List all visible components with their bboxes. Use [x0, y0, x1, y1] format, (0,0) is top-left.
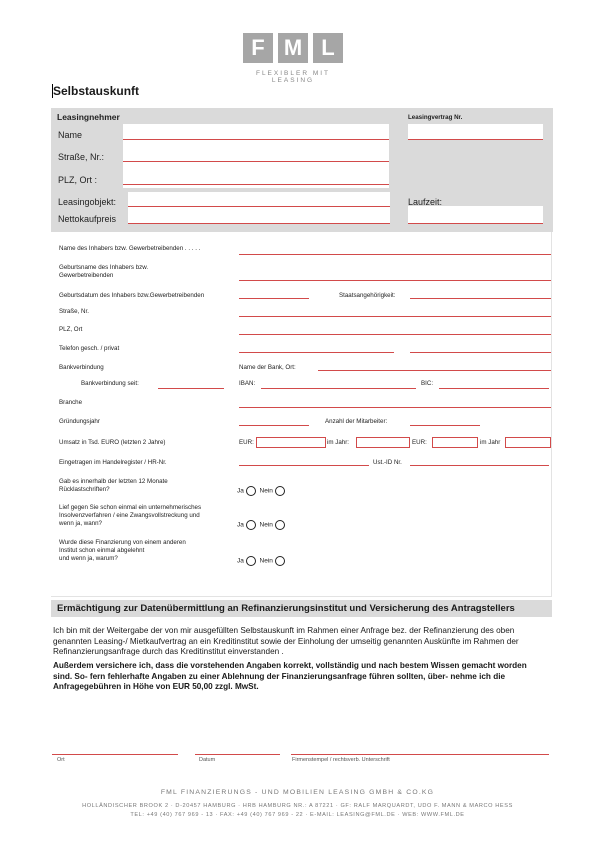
bic-label: BIC:	[421, 380, 434, 387]
staatsangehoerigkeit-field[interactable]	[410, 298, 551, 299]
name-field[interactable]	[123, 139, 389, 140]
strasse-field[interactable]	[123, 161, 389, 162]
ort-signature-line[interactable]	[52, 754, 178, 755]
bank-name-field[interactable]	[318, 370, 551, 371]
datum-signature-line[interactable]	[195, 754, 280, 755]
q2-ja-label: Ja	[237, 521, 244, 529]
umsatz-eur-2-field[interactable]	[432, 437, 478, 448]
eur-label-2: EUR:	[412, 439, 427, 446]
leasingobjekt-label: Leasingobjekt:	[58, 197, 117, 207]
gruendungsjahr-label: Gründungsjahr	[59, 418, 100, 425]
umsatz-jahr-1-field[interactable]	[356, 437, 410, 448]
q3-ja-radio[interactable]	[246, 556, 256, 566]
laufzeit-label: Laufzeit:	[408, 197, 443, 207]
umsatz-jahr-2-field[interactable]	[505, 437, 551, 448]
im-jahr-label-1: im Jahr:	[327, 439, 350, 446]
geburtsname-field[interactable]	[239, 280, 551, 281]
telefon-gesch-field[interactable]	[239, 352, 394, 353]
gruendungsjahr-field[interactable]	[239, 425, 309, 426]
q-insolvenz-label: Lief gegen Sie schon einmal ein unternehmerisches Insolvenzverfahren / eine Zwangsvollstreckung und wenn ja, wann?	[59, 504, 202, 527]
name-label: Name	[58, 130, 83, 140]
bic-field[interactable]	[439, 388, 549, 389]
eur-label-1: EUR:	[239, 439, 254, 446]
strasse-label: Straße, Nr.:	[58, 152, 105, 162]
handelsregister-label: Eingetragen im Handelregister / HR-Nr.	[59, 459, 167, 466]
mitarbeiter-field[interactable]	[410, 425, 480, 426]
q1-nein-radio[interactable]	[275, 486, 285, 496]
laufzeit-field[interactable]	[408, 223, 543, 224]
telefon-privat-field[interactable]	[410, 352, 551, 353]
logo-letter-m: M	[278, 33, 308, 63]
handelsregister-field[interactable]	[239, 465, 369, 466]
logo-tagline: FLEXIBLER MIT LEASING	[255, 70, 331, 84]
im-jahr-label-2: im Jahr	[480, 439, 501, 446]
bank-seit-field[interactable]	[158, 388, 224, 389]
bank-seit-label: Bankverbindung seit:	[81, 380, 139, 387]
mitarbeiter-label: Anzahl der Mitarbeiter:	[325, 418, 388, 425]
branche-label: Branche	[59, 399, 83, 406]
plz-field[interactable]	[123, 184, 389, 185]
consent-declaration: Außerdem versichere ich, dass die vorstehenden Angaben korrekt, vollständig und nach bestem Wissen gemacht worden sind. So- fern fehlerhafte Angaben zu einer Ablehnung der Finanzierungsanfrage führen sollten, über- nehme ich die Anfragegebühren in Höhe von EUR 50,00 zzgl. MwSt.	[53, 661, 527, 691]
geburtsdatum-field[interactable]	[239, 298, 309, 299]
inhaber-name-label: Name des Inhabers bzw. Gewerbetreibenden . . . . .	[59, 245, 201, 252]
leasingobjekt-field[interactable]	[128, 206, 390, 207]
plz-ort-label: PLZ, Ort	[59, 326, 83, 333]
stempel-signature-line[interactable]	[291, 754, 549, 755]
stempel-label: Firmenstempel / rechtsverb. Unterschrift	[292, 757, 390, 763]
geburtsdatum-label: Geburtsdatum des Inhabers bzw.Gewerbetreibenden	[59, 292, 205, 299]
footer-contact: TEL: +49 (40) 767 969 - 13 · FAX: +49 (40) 767 969 - 22 · E-MAIL: LEASING@FML.DE · WEB: WWW.FML.DE	[130, 812, 465, 818]
leasingobjekt-fields-area	[128, 192, 390, 224]
bankverbindung-label: Bankverbindung	[59, 364, 104, 371]
footer-company: FML FINANZIERUNGS - UND MOBILIEN LEASING GMBH & CO.KG	[160, 789, 435, 796]
telefon-label: Telefon gesch. / privat	[59, 345, 120, 352]
leasingnehmer-fields-area	[123, 124, 389, 188]
strasse-nr-label: Straße, Nr.	[59, 308, 89, 315]
q1-ja-label: Ja	[237, 487, 244, 495]
q3-options	[237, 556, 285, 566]
q2-options	[237, 520, 285, 530]
geburtsname-label: Geburtsname des Inhabers bzw. Gewerbetreibenden	[59, 264, 149, 279]
umsatz-eur-1-field[interactable]	[256, 437, 326, 448]
datum-label: Datum	[199, 757, 216, 763]
page-title: Selbstauskunft	[53, 84, 140, 98]
laufzeit-field-area	[408, 206, 543, 224]
consent-heading: Ermächtigung zur Datenübermittlung an Refinanzierungsinstitut und Versicherung des Antragstellers	[57, 603, 515, 614]
q2-ja-radio[interactable]	[246, 520, 256, 530]
umsatz-label: Umsatz in Tsd. EURO (letzten 2 Jahre)	[59, 439, 166, 446]
q1-nein-label: Nein	[259, 487, 273, 495]
logo-letter-f: F	[243, 33, 273, 63]
q-ruecklastschriften-label: Gab es innerhalb der letzten 12 Monate Rücklastschriften?	[59, 478, 168, 493]
q-abgelehnt-label: Wurde diese Finanzierung von einem anderen Institut schon einmal abgelehnt und wenn ja, warum?	[59, 539, 186, 562]
footer-address: HOLLÄNDISCHER BROOK 2 · D-20457 HAMBURG · HRB HAMBURG NR.: A 87221 · GF: RALF MARQUARDT, UDO F. MANN & MARCO HESS	[82, 803, 513, 809]
leasingnehmer-heading: Leasingnehmer	[57, 112, 120, 122]
vertrag-field-area	[408, 124, 543, 140]
iban-label: IBAN:	[239, 380, 256, 387]
inhaber-name-field[interactable]	[239, 254, 551, 255]
consent-text: Ich bin mit der Weitergabe der von mir ausgefüllten Selbstauskunft im Rahmen einer Anfrage bez. der Refinanzierung des oben genannten Leasing-/ Mietkaufvertrag an ein Kreditinstitut sowie der Einholung der umseitig genannten Auskünfte im Rahmen der Refinanzierungsanfrage durch das Kreditinstitut einverstanden .	[53, 626, 519, 656]
nettokaufpreis-label: Nettokaufpreis	[58, 214, 117, 224]
vertrag-field[interactable]	[408, 139, 543, 140]
branche-field[interactable]	[239, 407, 551, 408]
iban-field[interactable]	[261, 388, 416, 389]
logo-letter-l: L	[313, 33, 343, 63]
ort-label: Ort	[57, 757, 65, 763]
vertrag-label: Leasingvertrag Nr.	[408, 114, 463, 121]
plz-ort-field[interactable]	[239, 334, 551, 335]
staatsangehoerigkeit-label: Staatsangehörigkeit:	[339, 292, 396, 299]
strasse-nr-field[interactable]	[239, 316, 551, 317]
q3-nein-label: Nein	[259, 557, 273, 565]
bank-name-label: Name der Bank, Ort:	[239, 364, 296, 371]
ustid-label: Ust.-ID Nr.	[373, 459, 402, 466]
q3-nein-radio[interactable]	[275, 556, 285, 566]
consent-header	[51, 600, 552, 617]
plz-label: PLZ, Ort :	[58, 175, 98, 185]
q1-options	[237, 486, 285, 496]
nettokaufpreis-field[interactable]	[128, 223, 390, 224]
q1-ja-radio[interactable]	[246, 486, 256, 496]
q3-ja-label: Ja	[237, 557, 244, 565]
q2-nein-label: Nein	[259, 521, 273, 529]
q2-nein-radio[interactable]	[275, 520, 285, 530]
ustid-field[interactable]	[410, 465, 549, 466]
